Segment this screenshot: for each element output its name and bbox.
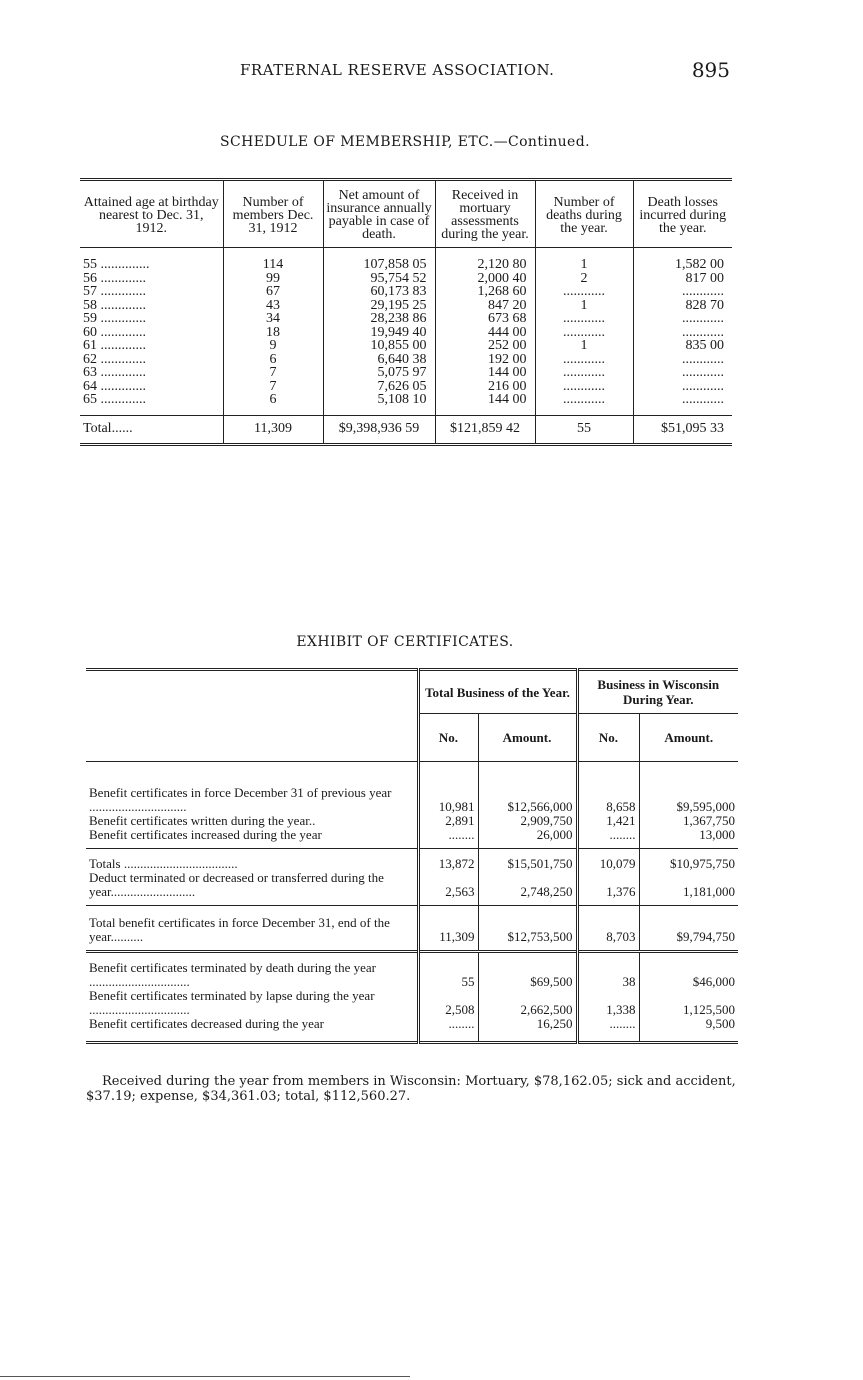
amount-cell: 28,238 86 <box>323 312 435 326</box>
received-cell: 1,268 60 <box>435 285 535 299</box>
value-cell: 1,421 <box>577 814 639 828</box>
members-cell: 9 <box>223 339 323 353</box>
deaths-cell: 1 <box>535 248 633 272</box>
table-row <box>80 393 732 415</box>
amount-cell: 5,075 97 <box>323 366 435 380</box>
group-header-wisconsin: Business in Wisconsin During Year. <box>577 670 738 714</box>
value-cell: 1,376 <box>577 871 639 906</box>
column-header-deaths: Number of deaths during the year. <box>535 180 633 248</box>
total-amount: $9,398,936 59 <box>323 415 435 445</box>
losses-cell: ............ <box>633 312 732 326</box>
amount-cell: 5,108 10 <box>323 393 435 415</box>
row-label: Totals ................................... <box>86 849 418 872</box>
amount-cell: 29,195 25 <box>323 299 435 313</box>
received-cell: 144 00 <box>435 393 535 415</box>
received-cell: 252 00 <box>435 339 535 353</box>
schedule-header-row <box>80 180 732 248</box>
value-cell: $9,794,750 <box>639 906 738 952</box>
age-cell: 59 ............. <box>83 311 146 326</box>
value-cell: 9,500 <box>639 1017 738 1031</box>
losses-cell: 835 00 <box>633 339 732 353</box>
schedule-title: SCHEDULE OF MEMBERSHIP, ETC.—Continued. <box>220 134 590 150</box>
value-cell: $9,595,000 <box>639 762 738 815</box>
row-label: Benefit certificates terminated by lapse during the year ............................... <box>89 988 375 1017</box>
members-cell: 114 <box>223 248 323 272</box>
table-row <box>80 285 732 299</box>
value-cell: 1,125,500 <box>639 989 738 1017</box>
age-cell: 63 ............. <box>83 365 146 380</box>
losses-cell: 817 00 <box>633 272 732 286</box>
label-header-blank <box>86 670 418 762</box>
age-cell: 61 ............. <box>83 338 146 353</box>
row-label: Benefit certificates increased during the year <box>89 827 322 842</box>
value-cell: 10,079 <box>577 849 639 872</box>
amount-cell: 19,949 40 <box>323 326 435 340</box>
exhibit-title: EXHIBIT OF CERTIFICATES. <box>296 634 514 650</box>
value-cell: ........ <box>418 828 478 849</box>
value-cell: 2,508 <box>418 989 478 1017</box>
age-cell: 64 ............. <box>83 378 146 394</box>
age-cell: 55 .............. <box>83 257 150 272</box>
table-row <box>80 353 732 367</box>
deaths-cell: 1 <box>535 339 633 353</box>
value-cell: 11,309 <box>418 906 478 952</box>
losses-cell: ............ <box>633 353 732 367</box>
members-cell: 7 <box>223 366 323 380</box>
wisconsin-receipts-note: Received during the year from members in Wisconsin: Mortuary, $78,162.05; sick and accident, $37.19; expense, $34,361.03; total, $112,560.27. <box>86 1074 736 1104</box>
column-header-losses: Death losses incurred during the year. <box>633 180 732 248</box>
received-cell: 847 20 <box>435 299 535 313</box>
table-row <box>80 339 732 353</box>
members-cell: 7 <box>223 380 323 394</box>
column-header-age: Attained age at birthday nearest to Dec. 31, 1912. <box>83 194 219 236</box>
members-cell: 34 <box>223 312 323 326</box>
sub-header-no-wi: No. <box>577 714 639 762</box>
deaths-cell: ............ <box>535 326 633 340</box>
received-cell: 673 68 <box>435 312 535 326</box>
page-header <box>80 58 730 88</box>
losses-cell: ............ <box>633 326 732 340</box>
value-cell: 2,748,250 <box>478 871 577 906</box>
table-row <box>86 952 738 990</box>
received-cell: 216 00 <box>435 380 535 394</box>
value-cell: $12,753,500 <box>478 906 577 952</box>
value-cell: 1,338 <box>577 989 639 1017</box>
amount-cell: 107,858 05 <box>323 248 435 272</box>
table-row <box>80 312 732 326</box>
table-row <box>86 762 738 815</box>
total-members: 11,309 <box>223 415 323 445</box>
received-cell: 2,120 80 <box>435 248 535 272</box>
received-cell: 192 00 <box>435 353 535 367</box>
total-deaths: 55 <box>535 415 633 445</box>
table-row <box>86 871 738 906</box>
members-cell: 18 <box>223 326 323 340</box>
value-cell: 2,563 <box>418 871 478 906</box>
value-cell: ........ <box>418 1017 478 1031</box>
value-cell: ........ <box>577 828 639 849</box>
sub-header-amount-wi: Amount. <box>639 714 738 762</box>
row-label: Benefit certificates decreased during the year <box>89 1016 324 1031</box>
losses-cell: ............ <box>633 393 732 415</box>
deaths-cell: 1 <box>535 299 633 313</box>
value-cell: $10,975,750 <box>639 849 738 872</box>
table-row <box>86 1017 738 1031</box>
table-row <box>80 299 732 313</box>
losses-cell: ............ <box>633 285 732 299</box>
group-header-row <box>86 670 738 714</box>
column-header-net-amount: Net amount of insurance annually payable in case of death. <box>323 180 435 248</box>
row-label: Benefit certificates terminated by death during the year ............................... <box>86 952 418 990</box>
deaths-cell: ............ <box>535 366 633 380</box>
age-cell: 56 ............. <box>83 270 146 286</box>
sub-header-amount: Amount. <box>478 714 577 762</box>
value-cell: 1,181,000 <box>639 871 738 906</box>
losses-cell: ............ <box>633 380 732 394</box>
certificates-table <box>86 668 738 1044</box>
value-cell: $69,500 <box>478 952 577 990</box>
table-row <box>86 989 738 1017</box>
deaths-cell: ............ <box>535 353 633 367</box>
amount-cell: 60,173 83 <box>323 285 435 299</box>
deaths-cell: ............ <box>535 380 633 394</box>
table-bottom-rule <box>86 1031 738 1043</box>
received-cell: 2,000 40 <box>435 272 535 286</box>
value-cell: $15,501,750 <box>478 849 577 872</box>
table-row <box>80 272 732 286</box>
value-cell: 1,367,750 <box>639 814 738 828</box>
total-received: $121,859 42 <box>435 415 535 445</box>
value-cell: ........ <box>577 1017 639 1031</box>
page-number: 895 <box>691 58 730 82</box>
value-cell: 10,981 <box>418 762 478 815</box>
table-row <box>86 906 738 952</box>
members-cell: 67 <box>223 285 323 299</box>
value-cell: $46,000 <box>639 952 738 990</box>
age-cell: 57 ............. <box>83 284 146 299</box>
group-header-total: Total Business of the Year. <box>418 670 577 714</box>
row-label: Total benefit certificates in force December 31, end of the year.......... <box>86 906 418 952</box>
running-title: FRATERNAL RESERVE ASSOCIATION. <box>240 61 555 79</box>
row-label: Deduct terminated or decreased or transferred during the year.......................... <box>89 870 384 899</box>
deaths-cell: ............ <box>535 312 633 326</box>
total-label: Total...... <box>83 420 133 436</box>
value-cell: 8,703 <box>577 906 639 952</box>
row-label: Benefit certificates written during the year.. <box>89 813 316 828</box>
column-header-members: Number of members Dec. 31, 1912 <box>223 180 323 248</box>
table-row <box>86 814 738 828</box>
members-cell: 43 <box>223 299 323 313</box>
value-cell: 26,000 <box>478 828 577 849</box>
age-cell: 60 ............. <box>83 324 146 340</box>
totals-row <box>86 849 738 872</box>
age-cell: 58 ............. <box>83 297 146 313</box>
losses-cell: 828 70 <box>633 299 732 313</box>
amount-cell: 7,626 05 <box>323 380 435 394</box>
received-cell: 444 00 <box>435 326 535 340</box>
table-row <box>80 380 732 394</box>
value-cell: 8,658 <box>577 762 639 815</box>
age-cell: 62 ............. <box>83 351 146 367</box>
deaths-cell: ............ <box>535 393 633 415</box>
column-header-received: Received in mortuary assessments during the year. <box>435 180 535 248</box>
table-row <box>80 248 732 272</box>
table-row <box>80 366 732 380</box>
value-cell: 13,000 <box>639 828 738 849</box>
losses-cell: ............ <box>633 366 732 380</box>
table-row <box>86 828 738 849</box>
amount-cell: 10,855 00 <box>323 339 435 353</box>
deaths-cell: 2 <box>535 272 633 286</box>
losses-cell: 1,582 00 <box>633 248 732 272</box>
members-cell: 99 <box>223 272 323 286</box>
value-cell: 2,662,500 <box>478 989 577 1017</box>
value-cell: $12,566,000 <box>478 762 577 815</box>
received-cell: 144 00 <box>435 366 535 380</box>
deaths-cell: ............ <box>535 285 633 299</box>
value-cell: 38 <box>577 952 639 990</box>
value-cell: 55 <box>418 952 478 990</box>
table-row <box>80 326 732 340</box>
amount-cell: 95,754 52 <box>323 272 435 286</box>
members-cell: 6 <box>223 353 323 367</box>
sub-header-no: No. <box>418 714 478 762</box>
membership-schedule-table <box>80 178 732 446</box>
value-cell: 2,909,750 <box>478 814 577 828</box>
value-cell: 2,891 <box>418 814 478 828</box>
age-cell: 65 ............. <box>83 392 146 407</box>
value-cell: 13,872 <box>418 849 478 872</box>
page-bottom-rule <box>0 1376 410 1377</box>
row-label: Benefit certificates in force December 31 of previous year .............................. <box>86 762 418 815</box>
value-cell: 16,250 <box>478 1017 577 1031</box>
total-losses: $51,095 33 <box>633 415 732 445</box>
members-cell: 6 <box>223 393 323 415</box>
amount-cell: 6,640 38 <box>323 353 435 367</box>
total-row <box>80 415 732 445</box>
